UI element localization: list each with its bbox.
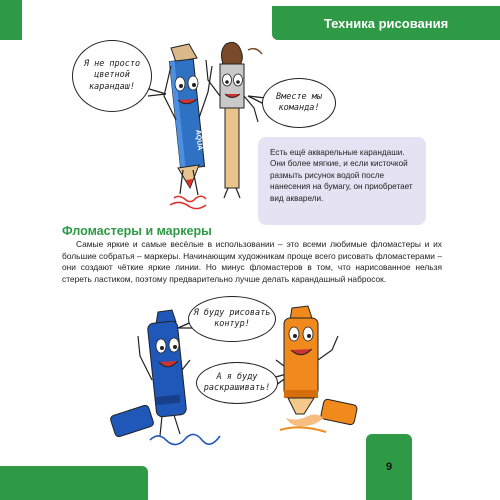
pencil-character <box>164 44 212 209</box>
blue-marker-speech-bubble: Я буду рисовать контур! <box>188 296 276 342</box>
brush-speech-bubble: Вместе мы команда! <box>262 78 336 128</box>
orange-marker-speech-bubble: А я буду раскрашивать! <box>196 362 278 404</box>
blue-marker-cap <box>110 404 155 437</box>
orange-marker-cap <box>320 399 357 426</box>
page-number: 9 <box>385 461 393 473</box>
footer-left-bar <box>0 466 148 500</box>
brush-character <box>206 42 262 198</box>
pencil-speech-bubble: Я не просто цветной карандаш! <box>72 40 152 112</box>
section-heading: Фломастеры и маркеры <box>62 224 212 238</box>
section-body <box>62 239 442 285</box>
pencil-brand-label: AQUA <box>194 129 204 151</box>
orange-marker-character <box>276 306 358 432</box>
page-number-tab <box>366 434 412 500</box>
info-callout: Есть ещё акварельные карандаши. Они более мягкие, и если кисточкой размыть рисунок водой после нанесения на бумагу, он приобретает вид акварели. <box>258 137 426 225</box>
chapter-title: Техника рисования <box>323 15 449 31</box>
section-paragraph: Самые яркие и самые весёлые в использовании – это всеми любимые фломастеры и их большие собратья – маркеры. Начинающим художникам проще всего рисовать фломастерами – они создают чёткие яркие линии. Но минус фломастеров в том, что нарисованное нельзя стереть ластиком, поэтому предварительно лучше делать карандашный набросок. <box>62 239 442 284</box>
